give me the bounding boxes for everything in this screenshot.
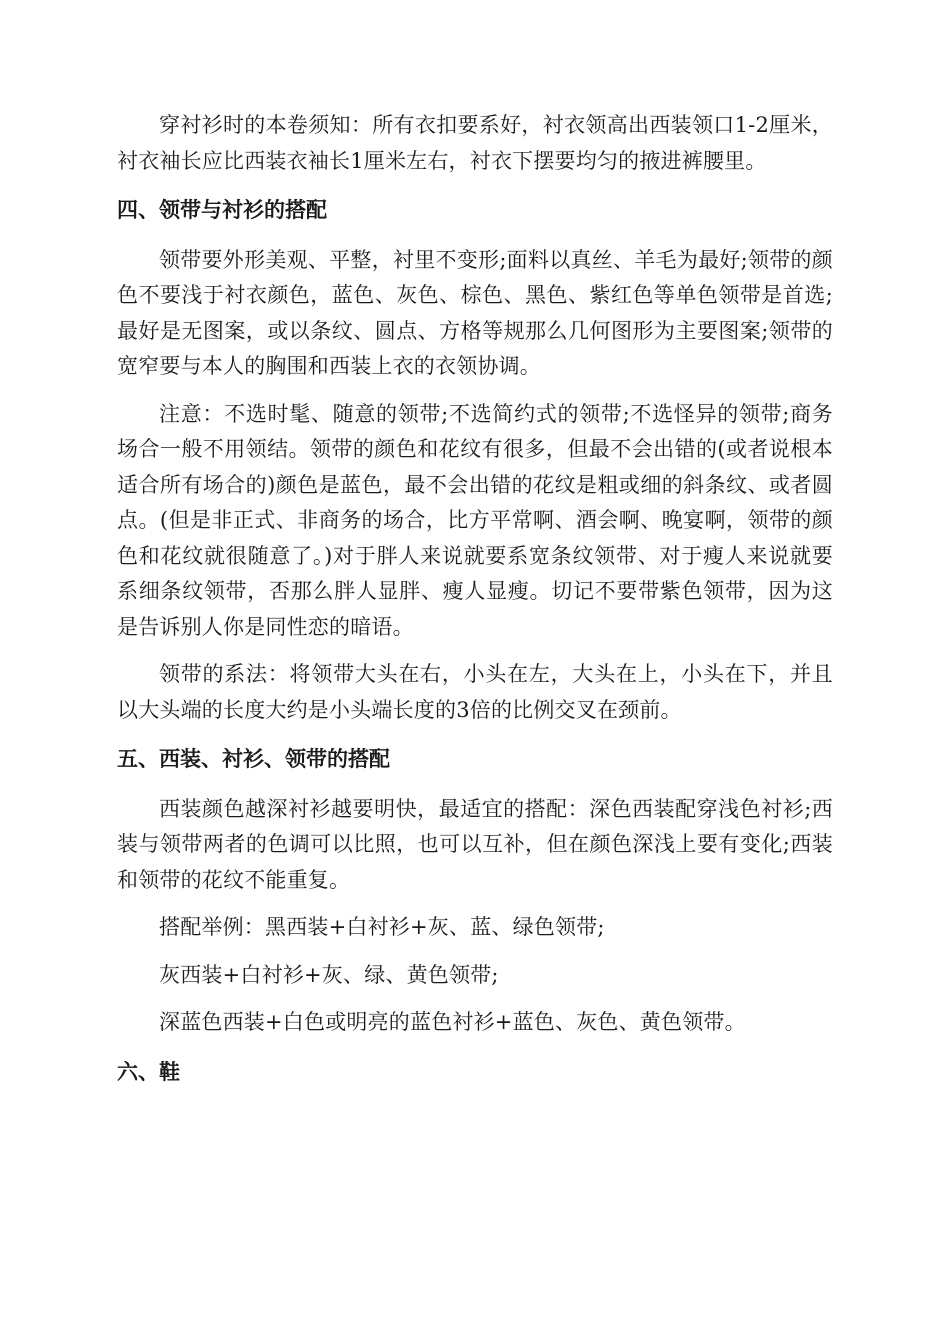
paragraph-tie-notes: 注意：不选时髦、随意的领带;不选简约式的领带;不选怪异的领带;商务场合一般不用领结。领带的颜色和花纹有很多，但最不会出错的(或者说根本适合所有场合的)颜色是蓝色，最不会出错的花纹是粗或细的斜条纹、或者圆点。(但是非正式、非商务的场合，比方平常啊、酒会啊、晚宴啊，领带的颜色和花纹就很随意了。)对于胖人来说就要系宽条纹领带、对于瘦人来说就要系细条纹领带，否那么胖人显胖、瘦人显瘦。切记不要带紫色领带，因为这是告诉别人你是同性恋的暗语。 bbox=[117, 401, 833, 639]
section-heading-shoes: 六、鞋 bbox=[117, 1059, 180, 1084]
section-heading-suit-shirt-tie: 五、西装、衬衫、领带的搭配 bbox=[117, 747, 390, 771]
paragraph-example-2: 灰西装+白衬衫+灰、绿、黄色领带; bbox=[159, 962, 499, 987]
paragraph-shirt-notes: 穿衬衫时的本卷须知：所有衣扣要系好，衬衣领高出西装领口1-2厘米，衬衣袖长应比西装衣袖长1厘米左右，衬衣下摆要均匀的掖进裤腰里。 bbox=[117, 113, 833, 173]
document-page bbox=[117, 108, 833, 1090]
paragraph-example-3: 深蓝色西装+白色或明亮的蓝色衬衫+蓝色、灰色、黄色领带。 bbox=[159, 1010, 746, 1034]
paragraph-matching-rules: 西装颜色越深衬衫越要明快，最适宜的搭配：深色西装配穿浅色衬衫;西装与领带两者的色调可以比照，也可以互补，但在颜色深浅上要有变化;西装和领带的花纹不能重复。 bbox=[117, 796, 833, 892]
paragraph-example-1: 搭配举例：黑西装+白衬衫+灰、蓝、绿色领带; bbox=[159, 915, 605, 939]
paragraph-tie-knot: 领带的系法：将领带大头在右，小头在左，大头在上，小头在下，并且以大头端的长度大约是小头端长度的3倍的比例交叉在颈前。 bbox=[117, 662, 833, 722]
paragraph-tie-selection: 领带要外形美观、平整，衬里不变形;面料以真丝、羊毛为最好;领带的颜色不要浅于衬衣颜色，蓝色、灰色、棕色、黑色、紫红色等单色领带是首选;最好是无图案，或以条纹、圆点、方格等规那么几何图形为主要图案;领带的宽窄要与本人的胸围和西装上衣的衣领协调。 bbox=[117, 247, 833, 378]
section-heading-tie-shirt: 四、领带与衬衫的搭配 bbox=[117, 198, 327, 222]
